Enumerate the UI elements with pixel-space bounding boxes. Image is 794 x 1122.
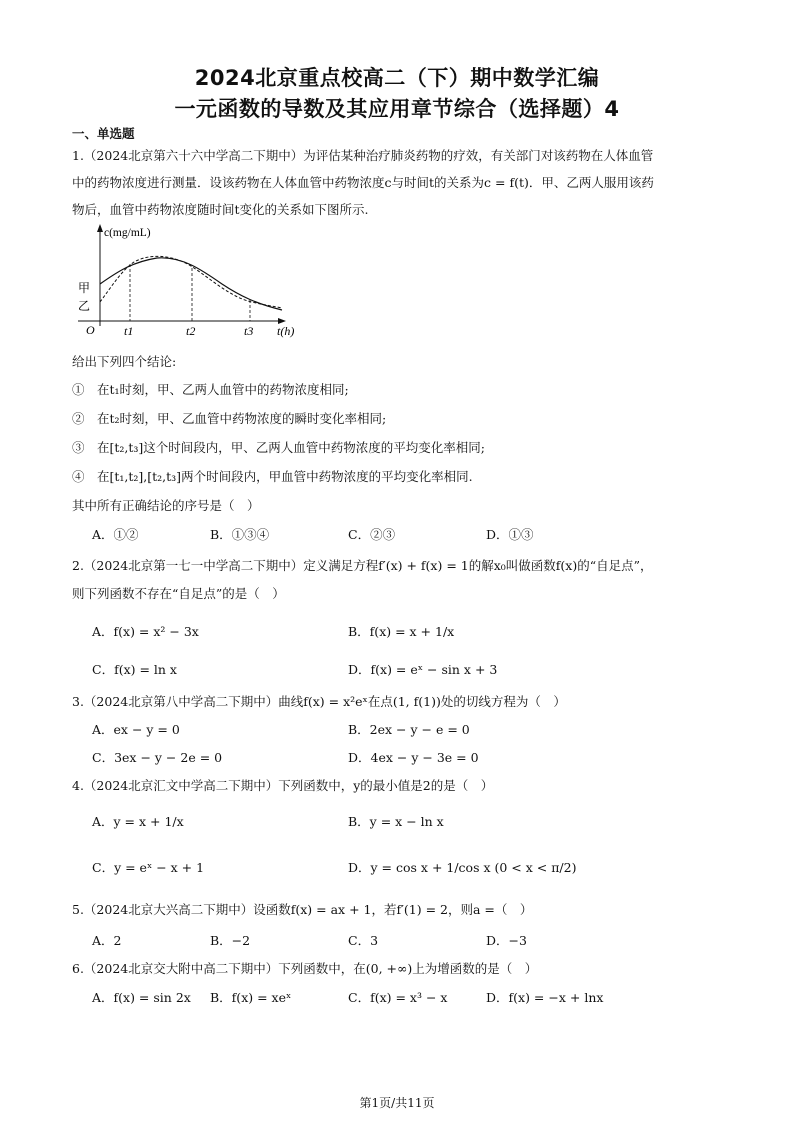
- graph-y-arrow: [97, 224, 103, 232]
- graph-tick-t2: t2: [186, 324, 196, 338]
- q3-option-c[interactable]: C．3ex − y − 2e = 0: [92, 750, 223, 765]
- section-heading: 一、单选题: [72, 126, 135, 141]
- q6-option-c[interactable]: C．f(x) = x³ − x: [348, 990, 448, 1005]
- q1-stem-line2: 中的药物浓度进行测量．设该药物在人体血管中药物浓度c与时间t的关系为c = f(t)．甲、乙两人服用该药: [72, 175, 654, 190]
- document-title-line2: 一元函数的导数及其应用章节综合（选择题）4: [174, 97, 620, 121]
- q1-question: 其中所有正确结论的序号是（ ）: [72, 498, 260, 513]
- q3-option-b[interactable]: B．2ex − y − e = 0: [348, 722, 470, 737]
- q1-option-b[interactable]: B．①③④: [210, 527, 270, 542]
- q3-option-d[interactable]: D．4ex − y − 3e = 0: [348, 750, 479, 765]
- q2-stem-line2: 则下列函数不存在“自足点”的是（ ）: [72, 586, 285, 601]
- q2-option-d[interactable]: D．f(x) = eˣ − sin x + 3: [348, 662, 498, 677]
- concentration-graph: [72, 222, 302, 340]
- q1-conclusion-3: ③ 在[t₂,t₃]这个时间段内，甲、乙两人血管中药物浓度的平均变化率相同;: [72, 440, 486, 455]
- q5-option-c[interactable]: C．3: [348, 933, 379, 948]
- q1-option-c[interactable]: C．②③: [348, 527, 396, 542]
- document-title-line1: 2024北京重点校高二（下）期中数学汇编: [194, 66, 600, 90]
- q5-option-a[interactable]: A．2: [92, 933, 122, 948]
- q6-option-d[interactable]: D．f(x) = −x + lnx: [486, 990, 604, 1005]
- graph-x-label: t(h): [277, 324, 295, 338]
- q4-stem: 4.（2024北京汇文中学高二下期中）下列函数中，y的最小值是2的是（ ）: [72, 778, 494, 793]
- q2-option-b[interactable]: B．f(x) = x + 1/x: [348, 624, 455, 639]
- q2-option-c[interactable]: C．f(x) = ln x: [92, 662, 177, 677]
- graph-tick-t1: t1: [124, 324, 134, 338]
- q5-option-b[interactable]: B．−2: [210, 933, 251, 948]
- q5-stem: 5.（2024北京大兴高二下期中）设函数f(x) = ax + 1，若f′(1) = 2，则a =（ ）: [72, 902, 533, 917]
- q1-stem-line1: 1.（2024北京第六十六中学高二下期中）为评估某种治疗肺炎药物的疗效，有关部门对该药物在人体血管: [72, 148, 654, 163]
- q4-option-c[interactable]: C．y = eˣ − x + 1: [92, 860, 205, 875]
- q6-option-a[interactable]: A．f(x) = sin 2x: [92, 990, 191, 1005]
- q2-option-a[interactable]: A．f(x) = x² − 3x: [92, 624, 199, 639]
- graph-series-jia-label: 甲: [78, 281, 91, 295]
- graph-series-yi-label: 乙: [78, 299, 91, 313]
- q3-stem: 3.（2024北京第八中学高二下期中）曲线f(x) = x²eˣ在点(1, f(1))处的切线方程为（ ）: [72, 694, 566, 709]
- q4-option-d[interactable]: D．y = cos x + 1/cos x (0 < x < π/2): [348, 860, 577, 875]
- q2-stem-line1: 2.（2024北京第一七一中学高二下期中）定义满足方程f′(x) + f(x) = 1的解x₀叫做函数f(x)的“自足点”，: [72, 558, 653, 573]
- graph-origin-label: O: [86, 323, 95, 337]
- q4-option-b[interactable]: B．y = x − ln x: [348, 814, 444, 829]
- q3-option-a[interactable]: A．ex − y = 0: [92, 722, 180, 737]
- q1-conclusion-4: ④ 在[t₁,t₂],[t₂,t₃]两个时间段内，甲血管中药物浓度的平均变化率相同.: [72, 469, 473, 484]
- q6-stem: 6.（2024北京交大附中高二下期中）下列函数中，在(0, +∞)上为增函数的是（ ）: [72, 961, 538, 976]
- graph-y-label: c(mg/mL): [104, 227, 151, 239]
- page-footer: 第1页/共11页: [359, 1096, 435, 1110]
- q1-option-d[interactable]: D．①③: [486, 527, 534, 542]
- q1-option-a[interactable]: A．①②: [92, 527, 139, 542]
- q1-intro: 给出下列四个结论:: [72, 354, 177, 369]
- q4-option-a[interactable]: A．y = x + 1/x: [92, 814, 184, 829]
- q1-conclusion-1: ① 在t₁时刻，甲、乙两人血管中的药物浓度相同;: [72, 382, 349, 397]
- q5-option-d[interactable]: D．−3: [486, 933, 527, 948]
- q6-option-b[interactable]: B．f(x) = xeˣ: [210, 990, 292, 1005]
- graph-tick-t3: t3: [244, 324, 254, 338]
- curve-yi: [100, 256, 282, 308]
- q1-stem-line3: 物后，血管中药物浓度随时间t变化的关系如下图所示.: [72, 202, 369, 217]
- q1-conclusion-2: ② 在t₂时刻，甲、乙血管中药物浓度的瞬时变化率相同;: [72, 411, 387, 426]
